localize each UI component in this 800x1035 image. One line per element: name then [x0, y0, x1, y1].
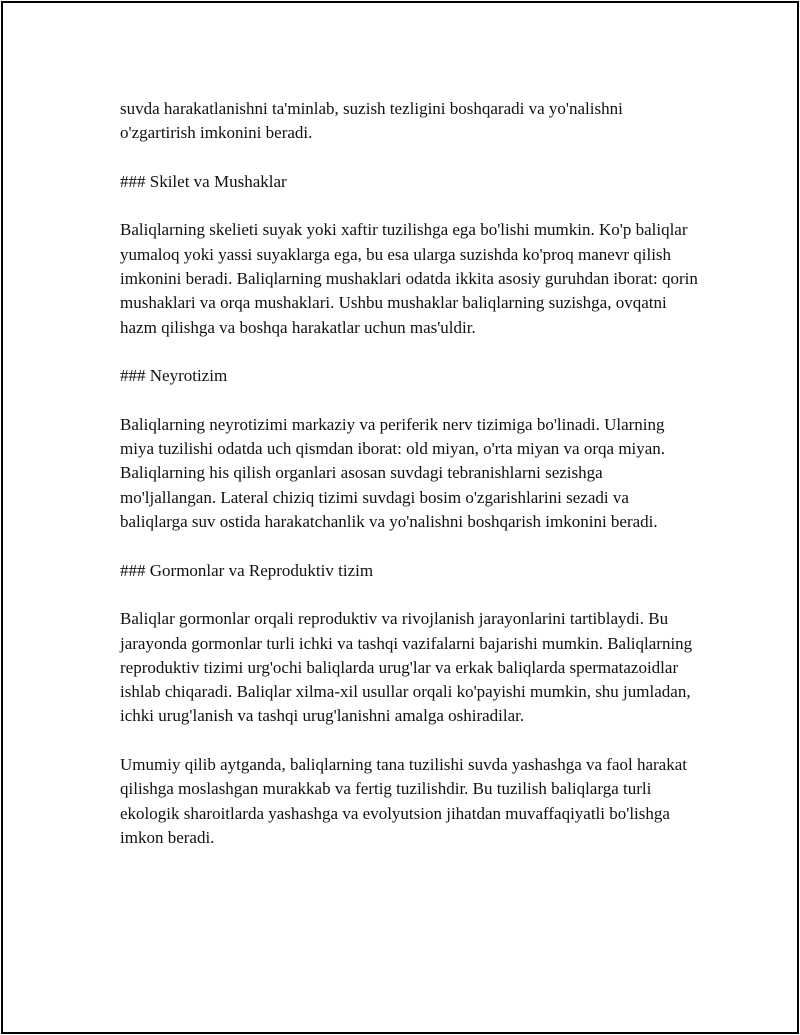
paragraph-neyrotizim: Baliqlarning neyrotizimi markaziy va periferik nerv tizimiga bo'linadi. Ularning miya tuzilishi odatda uch qismdan iborat: old miyan, o'rta miyan va orqa miyan. Baliqlarning his qilish organlari asosan suvdagi tebranishlarni sezishga mo'ljallangan. Lateral chiziq tizimi suvdagi bosim o'zgarishlarini sezadi va baliqlarga suv ostida harakatchanlik va yo'nalishni boshqarish imkonini beradi. [120, 414, 666, 532]
page-content [120, 97, 700, 875]
page-frame [1, 1, 799, 1034]
paragraph-conclusion: Umumiy qilib aytganda, baliqlarning tana tuzilishi suvda yashashga va faol harakat qilishga moslashgan murakkab va fertig tuzilishdir. Bu tuzilish baliqlarga turli ekologik sharoitlarda yashashga va evolyutsion jihatdan muvaffaqiyatli bo'lishga imkon beradi. [120, 755, 687, 847]
heading-skilet-va-mushaklar: ### Skilet va Mushaklar [120, 171, 287, 191]
heading-neyrotizim: ### Neyrotizim [120, 366, 228, 386]
paragraph-skilet: Baliqlarning skelieti suyak yoki xaftir tuzilishga ega bo'lishi mumkin. Ko'p baliqlar yumaloq yoki yassi suyaklarga ega, bu esa ularga suzishda ko'proq manevr qilish imkonini beradi. Baliqlarning mushaklari odatda ikkita asosiy guruhdan iborat: qorin mushaklari va orqa mushaklari. Ushbu mushaklar baliqlarning suzishga, ovqatni hazm qilishga va boshqa harakatlar uchun mas'uldir. [120, 220, 698, 337]
paragraph-continuation: suvda harakatlanishni ta'minlab, suzish tezligini boshqaradi va yo'nalishni o'zgartirish imkonini beradi. [120, 99, 623, 143]
heading-gormonlar: ### Gormonlar va Reproduktiv tizim [120, 560, 374, 580]
paragraph-gormonlar: Baliqlar gormonlar orqali reproduktiv va rivojlanish jarayonlarini tartiblaydi. Bu jarayonda gormonlar turli ichki va tashqi vazifalarni bajarishi mumkin. Baliqlarning reproduktiv tizimi urg'ochi baliqlarda urug'lar va erkak baliqlarda spermatazoidlar ishlab chiqaradi. Baliqlar xilma-xil usullar orqali ko'payishi mumkin, shu jumladan, ichki urug'lanish va tashqi urug'lanishni amalga oshiradilar. [120, 609, 693, 726]
